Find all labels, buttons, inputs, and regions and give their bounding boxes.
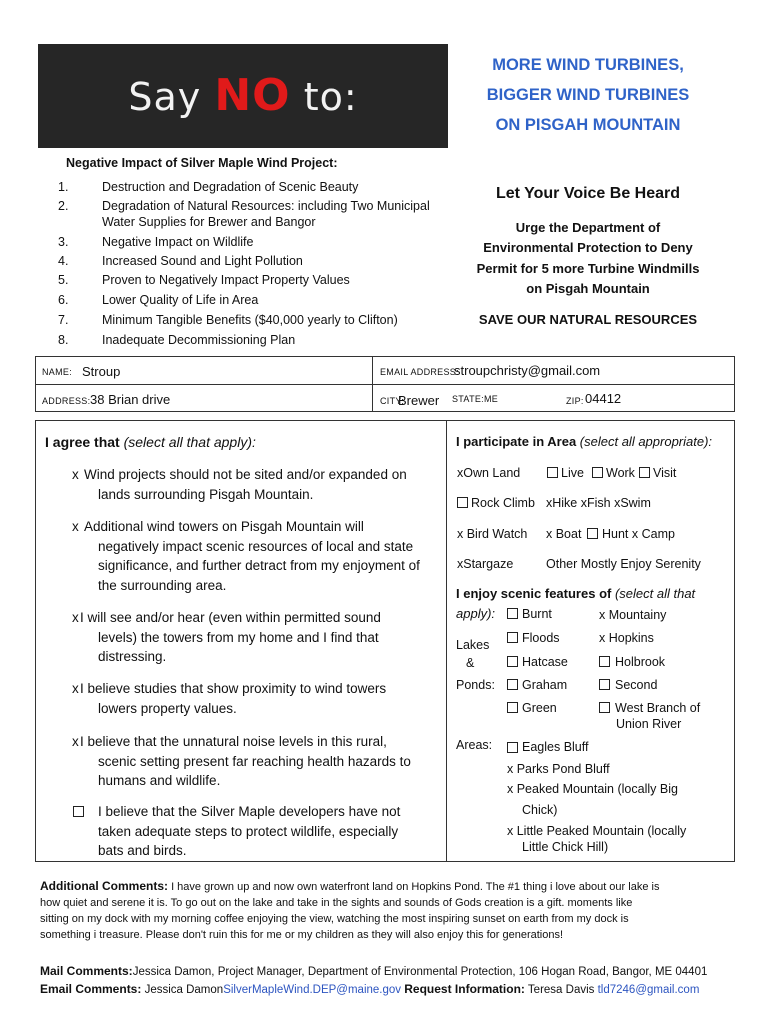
hatcase-checkbox[interactable] <box>507 656 518 667</box>
eagles-bluff-checkbox[interactable] <box>507 742 518 753</box>
live-checkbox[interactable] <box>547 467 558 478</box>
agree-line: I believe that the unnatural noise levels in this rural, <box>80 734 387 749</box>
agree-heading-note: (select all that apply): <box>123 434 256 450</box>
zip-label: ZIP: <box>566 396 584 406</box>
form-divider <box>35 384 735 385</box>
mail-comments <box>40 964 740 978</box>
impact-num: 5. <box>58 273 69 287</box>
participate-boat[interactable]: x Boat <box>546 527 582 541</box>
urge-line-3: Permit for 5 more Turbine Windmills <box>476 261 700 276</box>
banner-no: NO <box>214 70 291 121</box>
impact-num: 4. <box>58 254 69 268</box>
agree-line: scenic setting present far reaching health hazards to <box>98 753 411 769</box>
participate-heading <box>456 434 712 449</box>
agree-line: taken adequate steps to protect wildlife, especially <box>98 823 399 839</box>
lake-west-branch-cont: Union River <box>616 717 682 731</box>
impact-text: Lower Quality of Life in Area <box>102 293 259 307</box>
agree-item-3 <box>80 608 381 667</box>
header-banner <box>38 44 448 148</box>
comment-line: something i treasure. Please don't ruin this for me or my children as they will also enjoy this for generations! <box>40 929 564 941</box>
holbrook-checkbox[interactable] <box>599 656 610 667</box>
comments-label: Additional Comments: <box>40 879 168 893</box>
agree-heading <box>45 434 256 450</box>
urge-line-1: Urge the Department of <box>515 220 661 235</box>
features-heading <box>456 586 695 601</box>
participate-live: Live <box>561 466 584 480</box>
comment-line: I have grown up and now own waterfront land on Hopkins Pond. The #1 thing i love about our lake is <box>171 881 660 893</box>
areas-label: Areas: <box>456 738 493 752</box>
impact-num: 3. <box>58 235 69 249</box>
participate-hike-swim[interactable]: xHike xFish xSwim <box>546 496 651 510</box>
agree-item-2 <box>84 517 420 595</box>
lake-floods: Floods <box>522 631 560 645</box>
hunt-checkbox[interactable] <box>587 528 598 539</box>
agree-line: lands surrounding Pisgah Mountain. <box>98 486 314 502</box>
impact-num: 2. <box>58 199 69 213</box>
name-field[interactable]: Stroup <box>82 364 121 379</box>
west-branch-checkbox[interactable] <box>599 702 610 713</box>
lake-graham: Graham <box>522 678 568 692</box>
area-parks-pond[interactable]: x Parks Pond Bluff <box>507 762 610 776</box>
email-label: Email Comments: <box>40 982 142 996</box>
participate-own-land[interactable]: xOwn Land <box>457 466 521 480</box>
area-eagles-bluff: Eagles Bluff <box>522 740 589 754</box>
mail-text: Jessica Damon, Project Manager, Department of Environmental Protection, 106 Hogan Road, Bangor, ME 04401 <box>132 966 708 978</box>
impact-num: 1. <box>58 180 69 194</box>
lake-green: Green <box>522 701 557 715</box>
lake-burnt: Burnt <box>522 607 552 621</box>
participate-hunt-camp: Hunt x Camp <box>602 527 675 541</box>
form-col-divider <box>372 356 373 412</box>
agree-line: I believe that the Silver Maple developers have not <box>98 804 401 819</box>
callout-line-3: ON PISGAH MOUNTAIN <box>495 116 681 134</box>
agree-item-5 <box>80 732 411 791</box>
ponds-label: Ponds: <box>456 678 495 692</box>
impact-num: 7. <box>58 313 69 327</box>
additional-comments <box>40 878 730 943</box>
state-label: STATE: <box>452 394 484 404</box>
request-label: Request Information: <box>404 982 525 996</box>
callout-line-2: BIGGER WIND TURBINES <box>486 86 690 104</box>
participate-rock-climb: Rock Climb <box>471 496 535 510</box>
impact-text: Minimum Tangible Benefits ($40,000 yearly to Clifton) <box>102 313 398 327</box>
area-peaked-mountain-cont: Chick) <box>522 803 558 817</box>
impact-text: Increased Sound and Light Pollution <box>102 254 303 268</box>
impact-text: Inadequate Decommissioning Plan <box>102 333 296 347</box>
request-link[interactable]: tld7246@gmail.com <box>597 984 700 996</box>
agree-line: bats and birds. <box>98 843 187 858</box>
participate-heading-note: (select all appropriate): <box>579 434 713 449</box>
banner-title <box>38 70 448 121</box>
agree-line: negatively impact scenic resources of local and state <box>98 538 414 554</box>
features-heading-note: (select all that <box>614 586 696 601</box>
impact-text: Proven to Negatively Impact Property Values <box>102 273 350 287</box>
features-heading-text: I enjoy scenic features of <box>456 586 612 601</box>
mail-label: Mail Comments: <box>40 964 133 978</box>
visit-checkbox[interactable] <box>639 467 650 478</box>
lake-hopkins[interactable]: x Hopkins <box>599 631 654 645</box>
agree-line: lowers property values. <box>98 700 237 716</box>
agree-line: I will see and/or hear (even within permitted sound <box>80 610 381 625</box>
agree-checkbox[interactable] <box>73 806 84 817</box>
work-checkbox[interactable] <box>592 467 603 478</box>
agree-item-4 <box>80 679 386 718</box>
banner-callout <box>448 44 728 148</box>
address-label: ADDRESS: <box>42 396 91 406</box>
email-field[interactable]: stroupchristy@gmail.com <box>454 363 601 378</box>
urge-line-2: Environmental Protection to Deny <box>483 240 693 255</box>
impact-text: Destruction and Degradation of Scenic Beauty <box>102 180 359 194</box>
impacts-heading: Negative Impact of Silver Maple Wind Project: <box>66 156 338 170</box>
agree-line: distressing. <box>98 649 167 664</box>
lakes-amp: & <box>466 656 475 670</box>
impact-num: 8. <box>58 333 69 347</box>
email-comments <box>40 982 740 996</box>
save-resources: SAVE OUR NATURAL RESOURCES <box>478 312 698 327</box>
agree-line: the surrounding area. <box>98 577 227 593</box>
lake-second: Second <box>615 678 658 692</box>
state-field[interactable]: ME <box>484 394 499 404</box>
voice-heading: Let Your Voice Be Heard <box>495 185 681 202</box>
second-checkbox[interactable] <box>599 679 610 690</box>
burnt-checkbox[interactable] <box>507 608 518 619</box>
agree-line: levels) the towers from my home and I find that <box>98 629 379 645</box>
urge-line-4: on Pisgah Mountain <box>526 281 650 296</box>
agree-line: Wind projects should not be sited and/or expanded on <box>84 467 407 482</box>
impact-text: Degradation of Natural Resources: including Two Municipal <box>102 199 430 213</box>
comment-line: how quiet and serene it is. To go out on the lake and take in the sights and sounds of Gods creation is a gift. moments like <box>40 897 633 909</box>
name-label: NAME: <box>42 367 73 377</box>
area-little-peaked[interactable]: x Little Peaked Mountain (locally <box>507 824 687 838</box>
participate-bird-watch[interactable]: x Bird Watch <box>457 527 528 541</box>
agree-mark[interactable]: x <box>72 734 79 749</box>
city-label: CITY: <box>380 396 405 406</box>
callout-line-1: MORE WIND TURBINES, <box>492 56 684 74</box>
lake-mountainy[interactable]: x Mountainy <box>599 608 667 622</box>
participate-heading-text: I participate in Area <box>456 434 577 449</box>
lakes-label: Lakes <box>456 638 490 652</box>
agree-line: Additional wind towers on Pisgah Mountain will <box>84 519 364 534</box>
graham-checkbox[interactable] <box>507 679 518 690</box>
features-heading-note2: apply): <box>456 606 496 621</box>
agree-mark[interactable]: x <box>72 467 79 482</box>
participate-visit: Visit <box>653 466 677 480</box>
participate-other[interactable]: Other Mostly Enjoy Serenity <box>546 557 701 571</box>
agree-mark[interactable]: x <box>72 610 79 625</box>
impact-num: 6. <box>58 293 69 307</box>
lake-holbrook: Holbrook <box>615 655 666 669</box>
agree-item-1 <box>84 465 407 504</box>
request-name: Teresa Davis <box>527 984 595 996</box>
agree-line: I believe studies that show proximity to wind towers <box>80 681 387 696</box>
email-name: Jessica Damon <box>144 984 224 996</box>
participate-stargaze[interactable]: xStargaze <box>457 557 514 571</box>
participate-work: Work <box>606 466 635 480</box>
impact-text-cont: Water Supplies for Brewer and Bangor <box>102 215 316 229</box>
email-link[interactable]: SilverMapleWind.DEP@maine.gov <box>223 984 402 996</box>
agree-mark[interactable]: x <box>72 681 79 696</box>
rock-climb-checkbox[interactable] <box>457 497 468 508</box>
lake-hatcase: Hatcase <box>522 655 568 669</box>
agree-mark[interactable]: x <box>72 519 79 534</box>
selection-divider <box>446 420 447 862</box>
floods-checkbox[interactable] <box>507 632 518 643</box>
comment-line: sitting on my dock with my morning coffee enjoying the view, watching the most inspiring sunset on earth from my dock is <box>40 913 629 925</box>
agree-line: humans and wildlife. <box>98 773 221 788</box>
agree-line: significance, and further detract from my enjoyment of <box>98 558 420 573</box>
area-little-peaked-cont: Little Chick Hill) <box>522 840 609 854</box>
city-field[interactable]: Brewer <box>398 393 440 408</box>
banner-to: to: <box>303 75 358 119</box>
agree-heading-text: I agree that <box>45 434 120 450</box>
impact-text: Negative Impact on Wildlife <box>102 235 254 249</box>
zip-field[interactable]: 04412 <box>585 391 622 406</box>
agree-item-6 <box>98 802 400 861</box>
area-peaked-mountain[interactable]: x Peaked Mountain (locally Big <box>507 782 678 796</box>
banner-say: Say <box>128 75 202 119</box>
green-checkbox[interactable] <box>507 702 518 713</box>
email-label: EMAIL ADDRESS: <box>380 367 459 377</box>
address-field[interactable]: 38 Brian drive <box>90 392 171 407</box>
features-heading-note-2 <box>456 606 495 621</box>
lake-west-branch: West Branch of <box>615 701 701 715</box>
